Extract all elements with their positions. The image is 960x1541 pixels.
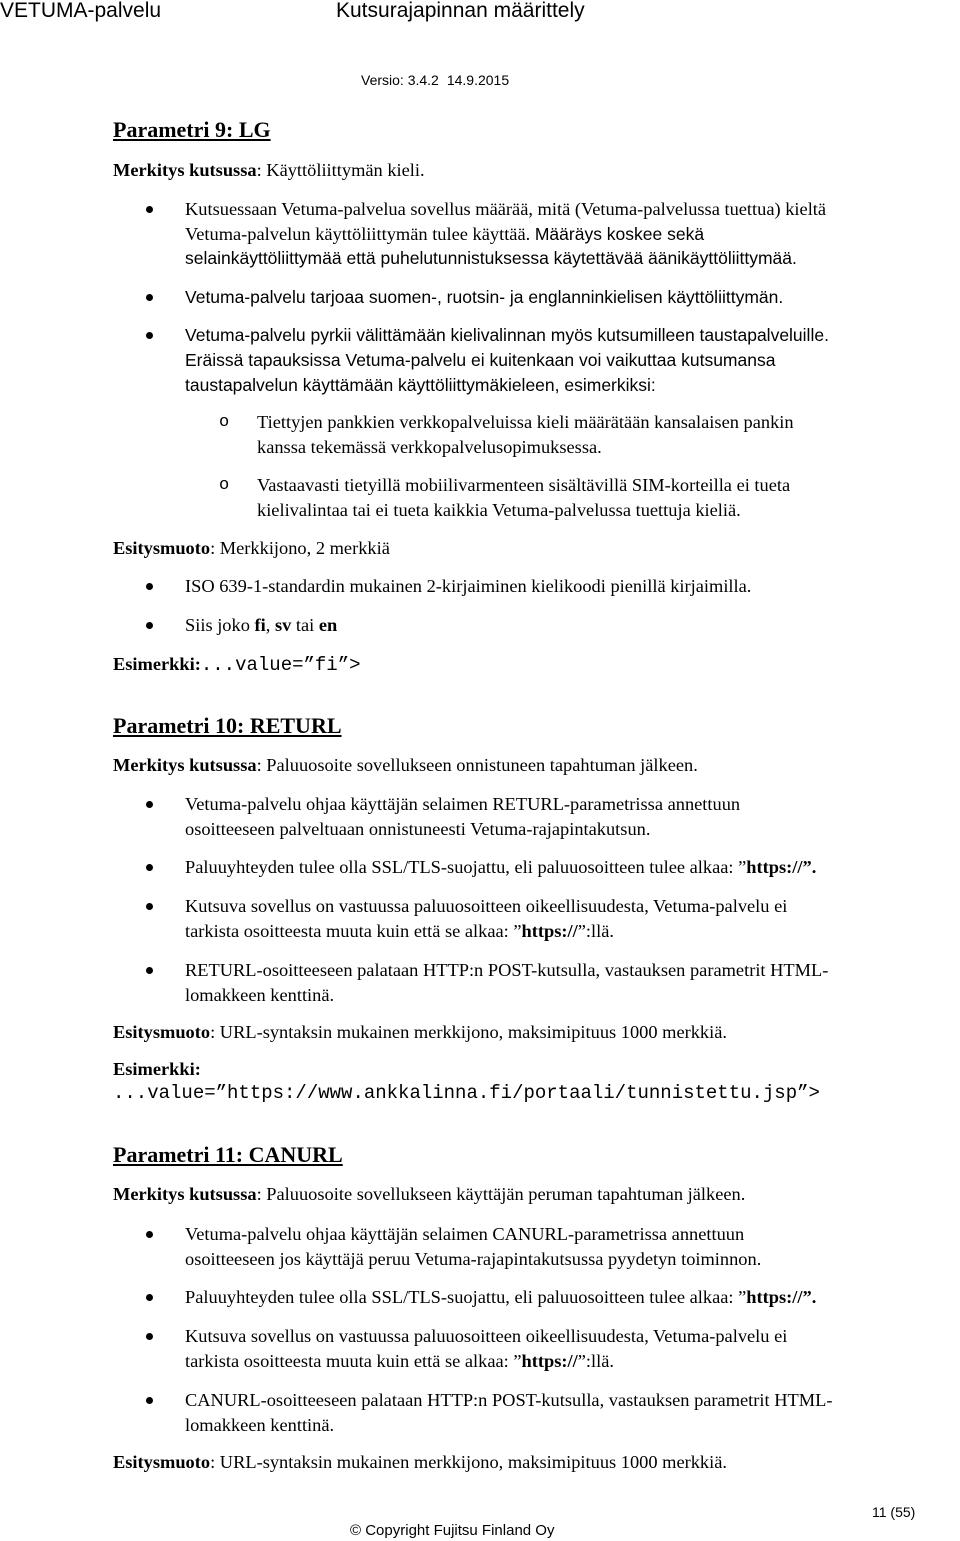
param9-format-bullet1: ISO 639-1-standardin mukainen 2-kirjaiminen kielikoodi pienillä kirjaimilla. (185, 576, 752, 596)
meaning-label: Merkitys kutsussa (113, 160, 257, 180)
bullet-dot (146, 864, 153, 871)
b3-b: https:// (521, 921, 578, 941)
param11-bullet3-line2 (185, 1349, 614, 1373)
b2-a: Paluuyhteyden tulee olla SSL/TLS-suojattu, eli paluuosoitteen tulee alkaa: ” (185, 1287, 747, 1307)
bullet1-line2a: Vetuma-palvelun käyttöliittymän tulee käyttää. (185, 224, 531, 244)
bullet-dot (146, 1333, 153, 1340)
param9-bullet3-line1: Vetuma-palvelu pyrkii välittämään kielivalinnan myös kutsumilleen taustapalveluille. (185, 325, 829, 345)
bullet-dot (146, 1397, 153, 1404)
sub-bullet-marker: o (219, 413, 230, 432)
param9-sub2-line2: kielivalintaa tai ei tueta kaikkia Vetuma-palvelussa tuettuja kieliä. (257, 500, 741, 520)
param10-bullet4-line2: lomakkeen kenttinä. (185, 985, 335, 1005)
bullet-dot (146, 622, 153, 629)
example-code: ...value=”fi”> (200, 654, 361, 676)
format-text: : URL-syntaksin mukainen merkkijono, maksimipituus 1000 merkkiä. (210, 1452, 728, 1472)
b3-a: tarkista osoitteesta muuta kuin että se alkaa: ” (185, 1351, 522, 1371)
b2-a: Paluuyhteyden tulee olla SSL/TLS-suojattu, eli paluuosoitteen tulee alkaa: ” (185, 857, 747, 877)
param11-bullet4-line2: lomakkeen kenttinä. (185, 1415, 335, 1435)
param9-format-bullet2 (185, 613, 337, 637)
format-text: : URL-syntaksin mukainen merkkijono, maksimipituus 1000 merkkiä. (210, 1022, 728, 1042)
param9-sub1-line2: kanssa tekemässä verkkopalvelusopimuksessa. (257, 437, 602, 457)
param9-bullet2: Vetuma-palvelu tarjoaa suomen-, ruotsin- ja englanninkielisen käyttöliittymän. (185, 287, 784, 307)
param9-bullet3-line3: taustapalvelun käyttämään käyttöliittymäkieleen, esimerkiksi: (185, 375, 656, 395)
sub-bullet-marker: o (219, 476, 230, 495)
param9-bullet1-line2 (185, 222, 704, 246)
param9-format (113, 536, 390, 560)
param10-meaning (113, 753, 698, 777)
format-text: : Merkkijono, 2 merkkiä (210, 538, 390, 558)
f2-en: en (318, 615, 338, 635)
bullet-dot (146, 801, 153, 808)
f2-c: tai (291, 615, 319, 635)
param11-format (113, 1450, 727, 1474)
meaning-text: : Käyttöliittymän kieli. (256, 160, 425, 180)
format-label: Esitysmuoto (113, 1452, 211, 1472)
param10-bullet3-line1: Kutsuva sovellus on vastuussa paluuosoitteen oikeellisuudesta, Vetuma-palvelu ei (185, 896, 788, 916)
bullet-dot (146, 967, 153, 974)
param10-example-label: Esimerkki: (113, 1059, 201, 1079)
header-doc-title: VETUMA-palvelu (0, 0, 162, 22)
format-label: Esitysmuoto (113, 538, 211, 558)
format-label: Esitysmuoto (113, 1022, 211, 1042)
bullet-dot (146, 206, 153, 213)
param10-format (113, 1020, 727, 1044)
param11-meaning (113, 1182, 745, 1206)
param10-bullet2 (185, 855, 816, 879)
page-number: 11 (55) (872, 1504, 916, 1520)
param9-meaning (113, 158, 425, 182)
example-label: Esimerkki: (113, 654, 201, 674)
f2-fi: fi (254, 615, 266, 635)
version-date: 14.9.2015 (446, 72, 510, 88)
param10-bullet1-line2: osoitteeseen palveltuaan onnistuneesti Vetuma-rajapintakutsun. (185, 819, 651, 839)
meaning-text: : Paluuosoite sovellukseen käyttäjän peruman tapahtuman jälkeen. (256, 1184, 746, 1204)
param11-bullet1-line2: osoitteeseen jos käyttäjä peruu Vetuma-rajapintakutsussa pyydetyn toiminnon. (185, 1249, 762, 1269)
bullet-dot (146, 332, 153, 339)
footer-copyright: © Copyright Fujitsu Finland Oy (350, 1522, 555, 1539)
param9-sub1-line1: Tiettyjen pankkien verkkopalveluissa kieli määrätään kansalaisen pankin (257, 412, 794, 432)
param10-bullet3-line2 (185, 919, 614, 943)
bullet-dot (146, 1294, 153, 1301)
meaning-label: Merkitys kutsussa (113, 755, 257, 775)
f2-b: , (265, 615, 275, 635)
b2-b: https://”. (746, 1287, 817, 1307)
param9-bullet3-line2: Eräissä tapauksissa Vetuma-palvelu ei kuitenkaan voi vaikuttaa kutsumansa (185, 350, 776, 370)
bullet-dot (146, 583, 153, 590)
param11-bullet4-line1: CANURL-osoitteeseen palataan HTTP:n POST-kutsulla, vastauksen parametrit HTML- (185, 1390, 833, 1410)
b3-c: ”:llä. (577, 921, 615, 941)
b3-a: tarkista osoitteesta muuta kuin että se alkaa: ” (185, 921, 522, 941)
param10-bullet1-line1: Vetuma-palvelu ohjaa käyttäjän selaimen RETURL-parametrissa annettuun (185, 794, 741, 814)
bullet1-line2b: Määräys koskee sekä (534, 224, 705, 244)
param9-bullet1-line3: selainkäyttöliittymää että puhelutunnistuksessa käytettävää äänikäyttöliittymää. (185, 248, 797, 268)
version-label: Versio: 3.4.2 (361, 72, 439, 88)
param11-bullet3-line1: Kutsuva sovellus on vastuussa paluuosoitteen oikeellisuudesta, Vetuma-palvelu ei (185, 1326, 788, 1346)
param10-bullet4-line1: RETURL-osoitteeseen palataan HTTP:n POST-kutsulla, vastauksen parametrit HTML- (185, 960, 829, 980)
header-section-title: Kutsurajapinnan määrittely (336, 0, 585, 22)
param9-sub2-line1: Vastaavasti tietyillä mobiilivarmenteen sisältävillä SIM-korteilla ei tueta (257, 475, 791, 495)
param11-bullet1-line1: Vetuma-palvelu ohjaa käyttäjän selaimen CANURL-parametrissa annettuun (185, 1224, 745, 1244)
f2-sv: sv (274, 615, 292, 635)
meaning-text: : Paluuosoite sovellukseen onnistuneen tapahtuman jälkeen. (256, 755, 698, 775)
b3-b: https:// (521, 1351, 578, 1371)
param9-title: Parametri 9: LG (113, 117, 271, 142)
meaning-label: Merkitys kutsussa (113, 1184, 257, 1204)
param10-title: Parametri 10: RETURL (113, 713, 342, 738)
bullet-dot (146, 1231, 153, 1238)
param11-title: Parametri 11: CANURL (113, 1142, 343, 1167)
param11-bullet2 (185, 1285, 816, 1309)
param9-example (113, 652, 361, 677)
header-version (361, 72, 509, 88)
bullet-dot (146, 294, 153, 301)
bullet-dot (146, 903, 153, 910)
param10-example-code: ...value=”https://www.ankkalinna.fi/portaali/tunnistettu.jsp”> (113, 1082, 820, 1104)
b2-b: https://”. (746, 857, 817, 877)
f2-a: Siis joko (185, 615, 255, 635)
b3-c: ”:llä. (577, 1351, 615, 1371)
param9-bullet1-line1: Kutsuessaan Vetuma-palvelua sovellus määrää, mitä (Vetuma-palvelussa tuettua) kieltä (185, 199, 827, 219)
